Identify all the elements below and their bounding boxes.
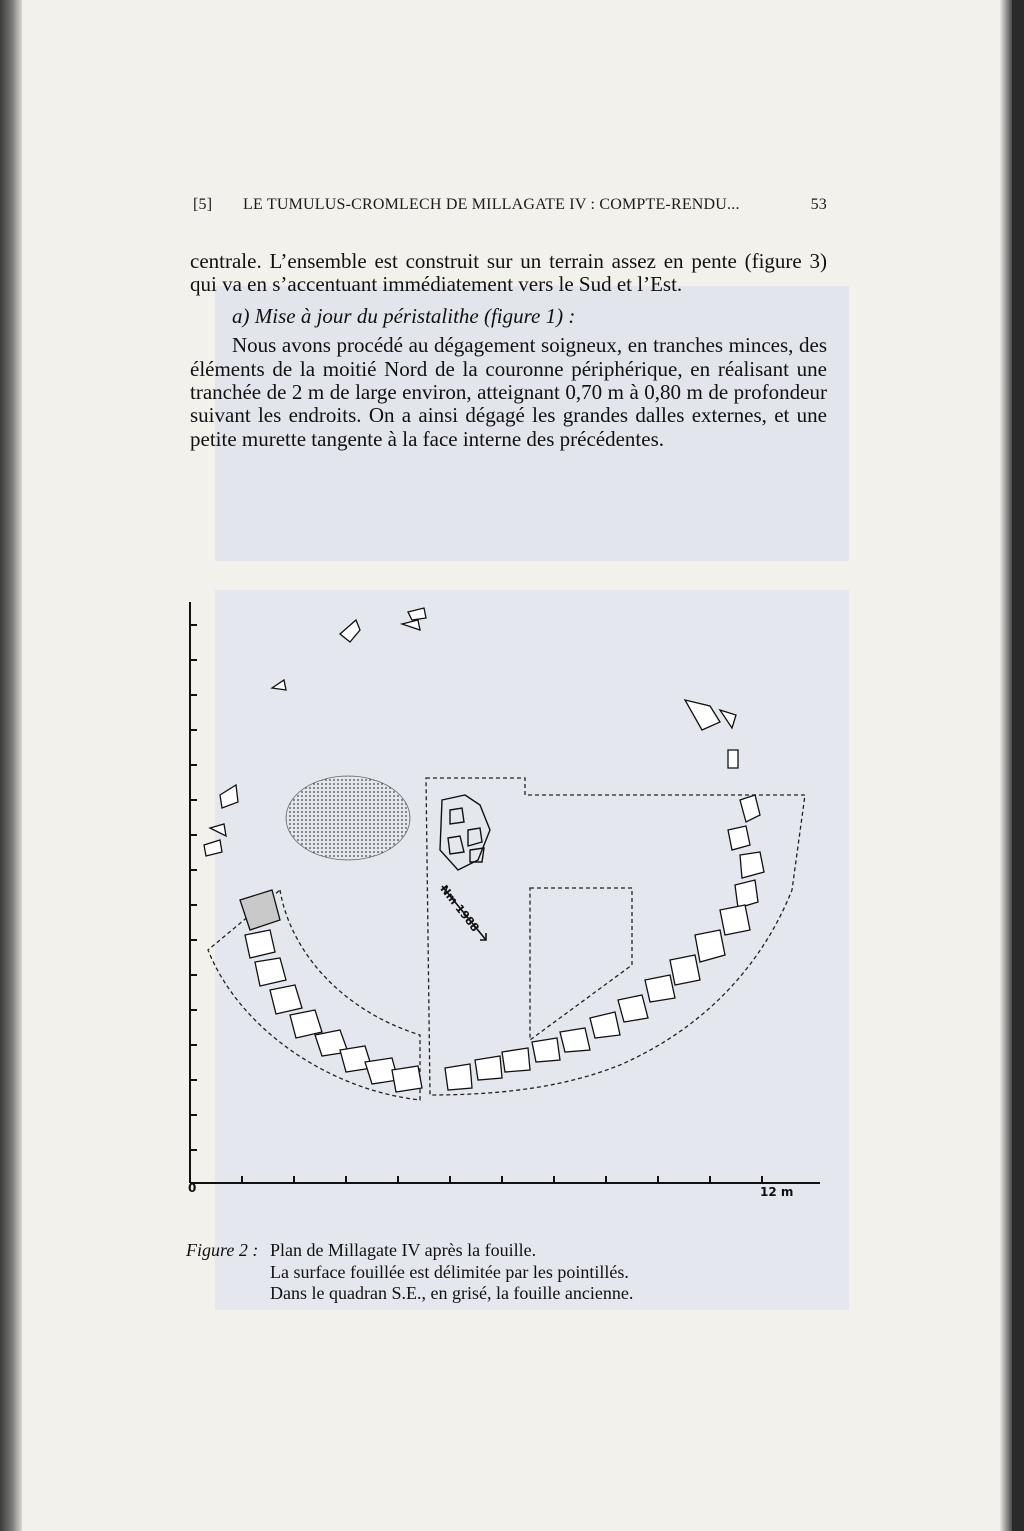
page-number: 53 bbox=[810, 196, 827, 213]
section-heading: a) Mise à jour du péristalithe (figure 1) : bbox=[232, 303, 576, 328]
axis-origin-label: 0 bbox=[188, 1181, 197, 1195]
axis-end-label: 12 m bbox=[760, 1185, 794, 1199]
body-text bbox=[190, 250, 827, 451]
page-edge bbox=[1000, 0, 1012, 1531]
running-title: LE TUMULUS-CROMLECH DE MILLAGATE IV : COMPTE-RENDU... bbox=[243, 196, 740, 213]
caption-label: Figure 2 : bbox=[186, 1240, 259, 1260]
paragraph-line: qui va en s’accentuant immédiatement vers le Sud et l’Est. bbox=[190, 272, 683, 297]
stone-cluster bbox=[440, 795, 490, 870]
paragraph-line: centrale. L’ensemble est construit sur un terrain assez en pente (figure 3) bbox=[190, 249, 827, 273]
binding-gutter bbox=[0, 0, 22, 1531]
site-plan-drawing bbox=[180, 590, 830, 1210]
section-number: [5] bbox=[193, 196, 213, 213]
north-label: Nm 1988 bbox=[437, 882, 482, 935]
site-plan-figure bbox=[180, 590, 830, 1210]
paragraph: Nous avons procédé au dégagement soigneux, en tranches minces, des éléments de la moitié Nord de la couronne périphérique, en réalisant une tranchée de 2 m de large environ, atteignant 0,70 m à 0,80 m de profondeur suivant les endroits. On a ainsi dégagé les grandes dalles externes, et une petite murette tangente à la face interne des précédentes. bbox=[190, 333, 827, 451]
isolated-stones bbox=[204, 608, 738, 856]
stone-ring-east bbox=[445, 795, 764, 1090]
old-excavation-area bbox=[286, 776, 410, 860]
caption-line: Dans le quadran S.E., en grisé, la fouille ancienne. bbox=[270, 1283, 634, 1303]
caption-line: Plan de Millagate IV après la fouille. bbox=[270, 1240, 537, 1260]
caption-line: La surface fouillée est délimitée par les pointillés. bbox=[270, 1261, 629, 1282]
stone-ring-west bbox=[240, 890, 422, 1092]
